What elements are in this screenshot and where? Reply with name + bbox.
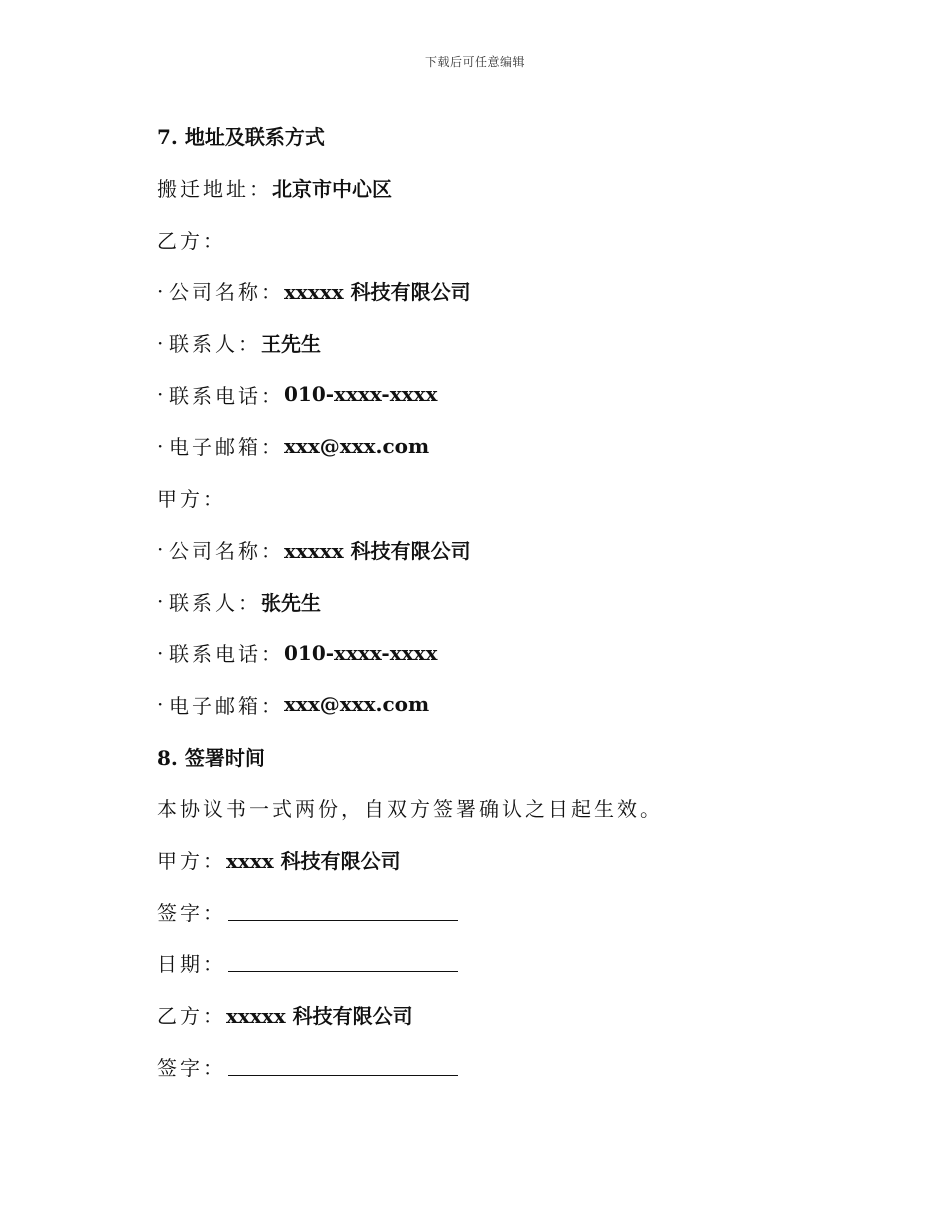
sign-party-a-value: xxxx 科技有限公司 [226,848,401,873]
address-row [157,162,807,214]
party-a-contact-value: 张先生 [261,590,321,615]
bullet: · [157,382,164,407]
section-7-heading-row [157,110,807,162]
sign-party-b-value: xxxxx 科技有限公司 [226,1004,413,1029]
sign-party-b-row [157,989,807,1041]
sign-party-a-label: 甲方： [157,848,226,873]
party-b-contact-label: 联系人： [169,332,261,357]
party-b-email-label: 电子邮箱： [169,435,284,460]
party-b-email-value: xxx@xxx.com [284,433,430,458]
party-a-email-label: 电子邮箱： [169,693,284,718]
party-a-contact-row [157,575,807,627]
section-8-heading-row [157,730,807,782]
sign-party-b-label: 乙方： [157,1004,226,1029]
party-b-email-row [157,420,807,472]
bullet: · [157,692,164,717]
party-b-title: 乙方： [157,228,226,253]
address-value: 北京市中心区 [272,177,392,202]
party-b-company-row [157,265,807,317]
party-a-title-row [157,472,807,524]
party-b-company-value: xxxxx 科技有限公司 [284,280,471,305]
bullet: · [157,278,164,303]
party-b-title-row [157,213,807,265]
bullet: · [157,330,164,355]
bullet: · [157,537,164,562]
party-a-title: 甲方： [157,487,226,512]
bullet: · [157,640,164,665]
address-label: 搬迁地址： [157,177,272,202]
party-a-company-row [157,524,807,576]
statement-text: 本协议书一式两份，自双方签署确认之日起生效。 [157,797,663,822]
signature-a-label: 签字： [157,900,226,925]
signature-b-row [157,1040,807,1092]
signature-a-row [157,885,807,937]
party-a-contact-label: 联系人： [169,590,261,615]
party-b-company-label: 公司名称： [169,280,284,305]
party-b-phone-label: 联系电话： [169,383,284,408]
party-a-phone-label: 联系电话： [169,642,284,667]
party-b-contact-row [157,317,807,369]
section-7-heading: 7. 地址及联系方式 [157,125,325,150]
party-a-email-row [157,679,807,731]
date-a-row [157,937,807,989]
party-a-company-value: xxxxx 科技有限公司 [284,538,471,563]
bullet: · [157,589,164,614]
sign-party-a-row [157,834,807,886]
party-a-company-label: 公司名称： [169,538,284,563]
party-a-email-value: xxx@xxx.com [284,692,430,717]
signature-b-label: 签字： [157,1055,226,1080]
party-b-contact-value: 王先生 [261,332,321,357]
party-a-phone-value: 010-xxxx-xxxx [284,640,438,665]
party-a-phone-row [157,627,807,679]
party-b-phone-row [157,368,807,420]
page-header: 下载后可任意编辑 [424,55,525,69]
signature-a-line [228,902,458,921]
date-a-label: 日期： [157,952,226,977]
date-a-line [228,953,458,972]
document-body [157,110,807,1092]
statement-row [157,782,807,834]
signature-b-line [228,1057,458,1076]
section-8-heading: 8. 签署时间 [157,745,265,770]
bullet: · [157,433,164,458]
party-b-phone-value: 010-xxxx-xxxx [284,382,438,407]
